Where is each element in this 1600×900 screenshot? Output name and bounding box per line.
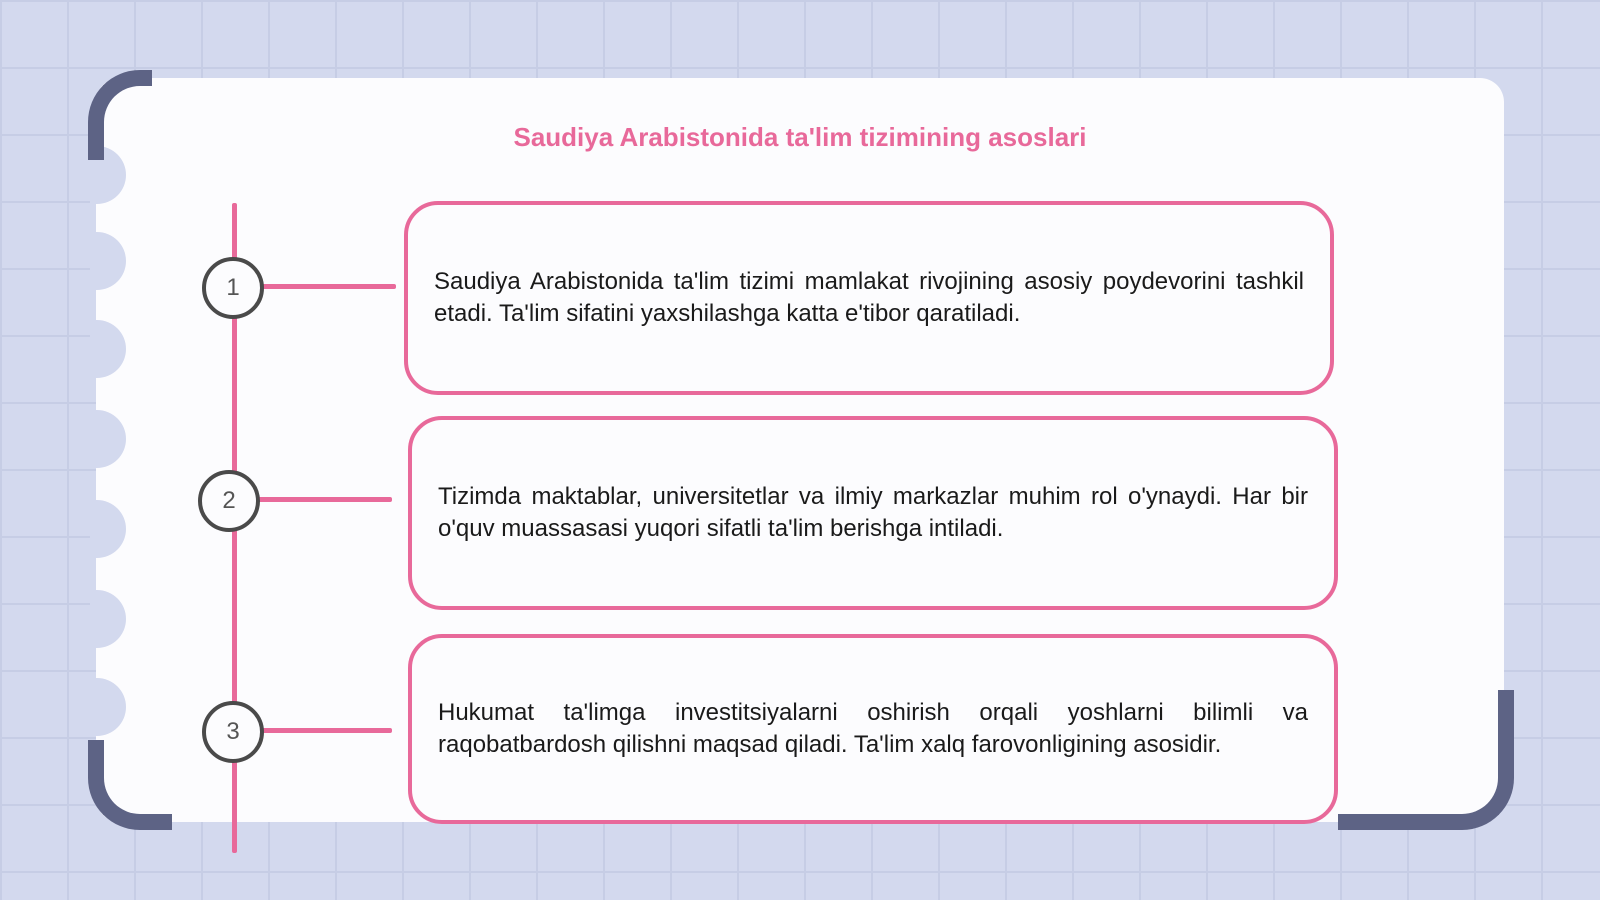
step-number-2: 2 — [198, 470, 260, 532]
timeline-connector-2 — [258, 497, 392, 502]
corner-bracket-bottom-left — [88, 740, 172, 830]
step-box-3 — [408, 634, 1338, 824]
step-box-1 — [404, 201, 1334, 395]
step-text-3: Hukumat ta'limga investitsiyalarni oshirish orqali yoshlarni bilimli va raqobatbardosh qilishni maqsad qiladi. Ta'lim xalq farovonligining asosidir. — [438, 699, 1308, 758]
timeline-connector-3 — [262, 728, 392, 733]
step-box-2 — [408, 416, 1338, 610]
corner-bracket-top-left — [88, 70, 152, 160]
step-text-2: Tizimda maktablar, universitetlar va ilmiy markazlar muhim rol o'ynaydi. Har bir o'quv muassasasi yuqori sifatli ta'lim berishga intiladi. — [438, 483, 1308, 542]
slide-title: Saudiya Arabistonida ta'lim tizimining asoslari — [513, 122, 1087, 152]
corner-bracket-bottom-right — [1338, 690, 1514, 830]
timeline-connector-1 — [262, 284, 396, 289]
step-number-3: 3 — [202, 701, 264, 763]
step-text-1: Saudiya Arabistonida ta'lim tizimi mamlakat rivojining asosiy poydevorini tashkil etadi. Ta'lim sifatini yaxshilashga katta e'tibor qaratiladi. — [434, 268, 1304, 327]
step-number-1: 1 — [202, 257, 264, 319]
